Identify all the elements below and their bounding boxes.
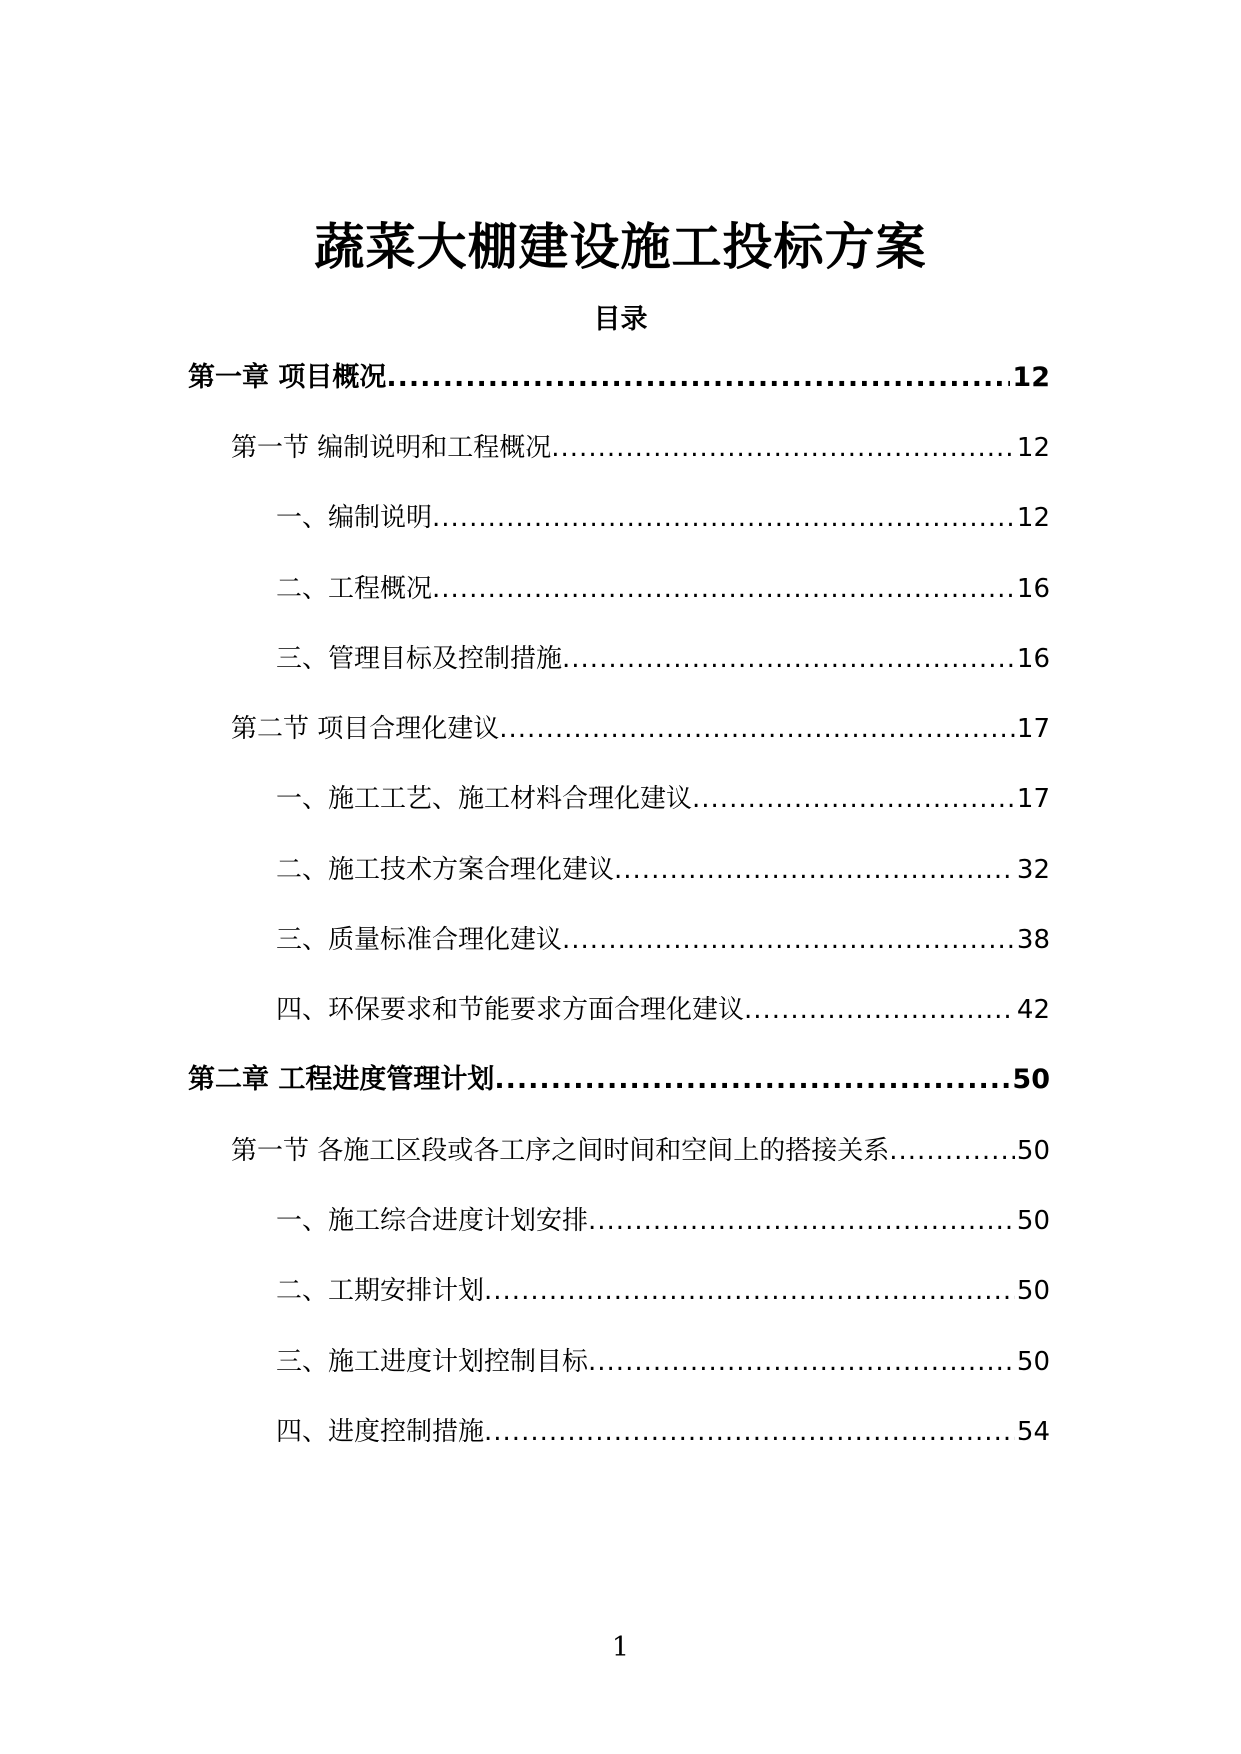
toc-entry-label: 三、管理目标及控制措施 bbox=[276, 644, 563, 674]
toc-entry-page: 50 bbox=[1016, 1347, 1050, 1377]
toc-entry-page: 50 bbox=[1016, 1276, 1050, 1306]
dot-leader bbox=[432, 567, 1015, 611]
toc-entry-page: 17 bbox=[1016, 784, 1050, 814]
dot-leader bbox=[386, 356, 1010, 400]
toc-entry-item[interactable] bbox=[276, 1269, 1050, 1313]
toc-entry-label: 第一节 各施工区段或各工序之间时间和空间上的搭接关系 bbox=[231, 1136, 890, 1166]
dot-leader bbox=[499, 707, 1015, 751]
toc-entry-chapter-2[interactable] bbox=[188, 1058, 1050, 1102]
toc-entry-item[interactable] bbox=[276, 988, 1050, 1032]
dot-leader bbox=[484, 1269, 1015, 1313]
dot-leader bbox=[614, 848, 1015, 892]
toc-entry-page: 50 bbox=[1012, 1064, 1050, 1095]
dot-leader bbox=[692, 777, 1015, 821]
dot-leader bbox=[562, 918, 1015, 962]
toc-entry-item[interactable] bbox=[276, 637, 1050, 681]
toc-entry-label: 四、进度控制措施 bbox=[276, 1417, 485, 1447]
dot-leader bbox=[744, 988, 1015, 1032]
toc-entry-label: 二、工程概况 bbox=[276, 574, 433, 604]
toc-entry-item[interactable] bbox=[276, 1199, 1050, 1243]
dot-leader bbox=[562, 637, 1015, 681]
dot-leader bbox=[484, 1410, 1015, 1454]
toc-entry-page: 16 bbox=[1016, 644, 1050, 674]
toc-entry-item[interactable] bbox=[276, 918, 1050, 962]
toc-entry-page: 17 bbox=[1016, 714, 1050, 744]
toc-entry-section[interactable] bbox=[231, 707, 1050, 751]
toc-entry-page: 42 bbox=[1016, 995, 1050, 1025]
toc-entry-section[interactable] bbox=[231, 426, 1050, 470]
toc-entry-label: 二、施工技术方案合理化建议 bbox=[276, 855, 615, 885]
toc-entry-item[interactable] bbox=[276, 1340, 1050, 1384]
toc-entry-item[interactable] bbox=[276, 848, 1050, 892]
toc-entry-label: 第二章 工程进度管理计划 bbox=[188, 1064, 495, 1095]
toc-entry-chapter-1[interactable] bbox=[188, 356, 1050, 400]
toc-entry-page: 32 bbox=[1016, 855, 1050, 885]
document-title: 蔬菜大棚建设施工投标方案 bbox=[314, 217, 927, 276]
toc-entry-page: 54 bbox=[1016, 1417, 1050, 1447]
toc-entry-section[interactable] bbox=[231, 1129, 1050, 1173]
toc-entry-page: 50 bbox=[1016, 1206, 1050, 1236]
dot-leader bbox=[588, 1199, 1015, 1243]
dot-leader bbox=[551, 426, 1015, 470]
page-number: 1 bbox=[611, 1632, 630, 1663]
toc-entry-label: 一、施工工艺、施工材料合理化建议 bbox=[276, 784, 693, 814]
toc-entry-page: 12 bbox=[1016, 503, 1050, 533]
toc-entry-page: 38 bbox=[1016, 925, 1050, 955]
toc-entry-label: 四、环保要求和节能要求方面合理化建议 bbox=[276, 995, 745, 1025]
dot-leader bbox=[432, 496, 1015, 540]
dot-leader bbox=[494, 1058, 1010, 1102]
toc-entry-label: 二、工期安排计划 bbox=[276, 1276, 485, 1306]
toc-entry-label: 第一章 项目概况 bbox=[188, 362, 387, 393]
toc-entry-label: 一、施工综合进度计划安排 bbox=[276, 1206, 589, 1236]
toc-entry-label: 三、施工进度计划控制目标 bbox=[276, 1347, 589, 1377]
toc-entry-page: 50 bbox=[1016, 1136, 1050, 1166]
toc-entry-label: 第一节 编制说明和工程概况 bbox=[231, 433, 552, 463]
toc-entry-page: 12 bbox=[1016, 433, 1050, 463]
toc-entry-label: 一、编制说明 bbox=[276, 503, 433, 533]
toc-entry-item[interactable] bbox=[276, 567, 1050, 611]
toc-entry-page: 12 bbox=[1012, 362, 1050, 393]
dot-leader bbox=[889, 1129, 1015, 1173]
toc-entry-page: 16 bbox=[1016, 574, 1050, 604]
toc-entry-item[interactable] bbox=[276, 777, 1050, 821]
toc-entry-item[interactable] bbox=[276, 496, 1050, 540]
toc-entry-item[interactable] bbox=[276, 1410, 1050, 1454]
toc-heading: 目录 bbox=[593, 304, 648, 335]
toc-entry-label: 第二节 项目合理化建议 bbox=[231, 714, 500, 744]
toc-entry-label: 三、质量标准合理化建议 bbox=[276, 925, 563, 955]
dot-leader bbox=[588, 1340, 1015, 1384]
